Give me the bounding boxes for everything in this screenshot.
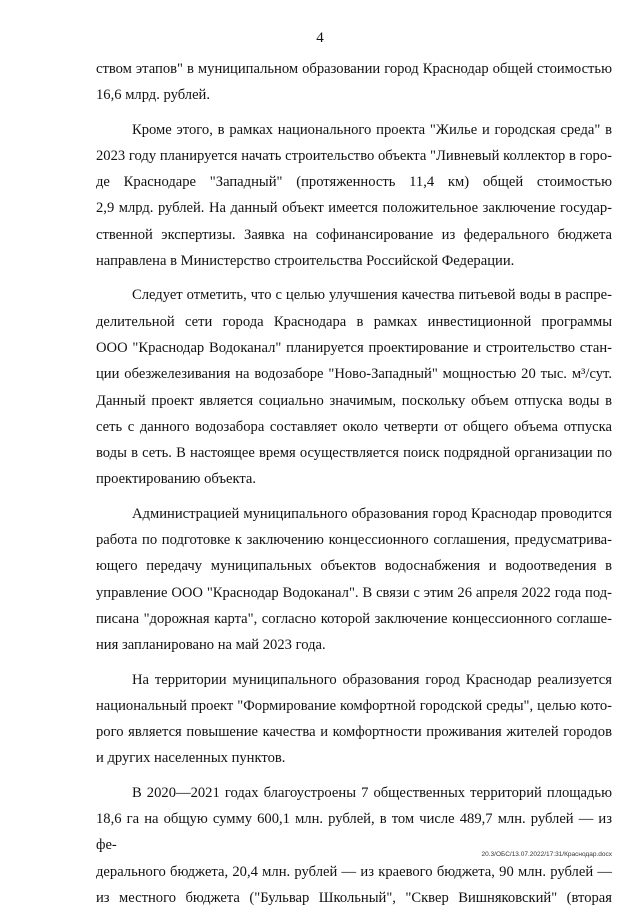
text-line: В 2020—2021 годах благоустроены 7 общественных территорий площадью bbox=[132, 784, 612, 801]
text-line: Данный проект является социально значимым, поскольку объем отпуска воды в bbox=[96, 392, 612, 409]
paragraph-4 bbox=[96, 501, 612, 659]
text-line: Администрацией муниципального образования город Краснодар проводится bbox=[132, 505, 612, 522]
text-line: Кроме этого, в рамках национального проекта "Жилье и городская среда" в bbox=[132, 121, 612, 138]
page-number: 4 bbox=[316, 30, 324, 46]
text-line: ственной экспертизы. Заявка на софинансирование из федерального бюджета bbox=[96, 226, 612, 243]
text-line: сеть с данного водозабора составляет около четверти от общего объема отпуска bbox=[96, 418, 612, 435]
text-line: ющего передачу муниципальных объектов водоснабжения и водоотведения в bbox=[96, 558, 612, 575]
text-line: управление ООО "Краснодар Водоканал". В связи с этим 26 апреля 2022 года под- bbox=[96, 584, 612, 601]
paragraph-1 bbox=[96, 56, 612, 109]
text-line: ния запланировано на май 2023 года. bbox=[96, 637, 326, 654]
text-line: ции обезжелезивания на водозаборе "Ново-Западный" мощностью 20 тыс. м³/сут. bbox=[96, 366, 612, 383]
text-line: ООО "Краснодар Водоканал" планируется проектирование и строительство стан- bbox=[96, 339, 612, 356]
text-line: проектированию объекта. bbox=[96, 471, 257, 488]
paragraph-2 bbox=[96, 117, 612, 275]
text-line: рого является повышение качества и комфортности проживания жителей городов bbox=[96, 724, 612, 741]
text-line: 16,6 млрд. рублей. bbox=[96, 87, 211, 104]
document-body bbox=[96, 56, 612, 911]
text-line: направлена в Министерство строительства Российской Федерации. bbox=[96, 253, 515, 270]
text-line: ством этапов" в муниципальном образовании город Краснодар общей стоимостью bbox=[96, 61, 612, 77]
text-line: дерального бюджета, 20,4 млн. рублей — из краевого бюджета, 90 млн. рублей — bbox=[96, 863, 612, 880]
text-line: 18,6 га на общую сумму 600,1 млн. рублей, в том числе 489,7 млн. рублей — из фе- bbox=[96, 811, 612, 854]
paragraph-6 bbox=[96, 780, 612, 911]
text-line: делительной сети города Краснодара в рамках инвестиционной программы bbox=[96, 313, 612, 330]
text-line: 2023 году планируется начать строительство объекта "Ливневый коллектор в горо- bbox=[96, 147, 612, 164]
text-line: Следует отметить, что с целью улучшения качества питьевой воды в распре- bbox=[132, 287, 612, 304]
text-line: 2,9 млрд. рублей. На данный объект имеется положительное заключение государ- bbox=[96, 200, 612, 217]
text-line: и других населенных пунктов. bbox=[96, 750, 286, 767]
document-file-code: 20.3/ОБС/13.07.2022/17:31/Краснодар.docx bbox=[481, 851, 612, 858]
text-line: воды в сеть. В настоящее время осуществляется поиск подрядной организации по bbox=[96, 445, 612, 462]
text-line: национальный проект "Формирование комфортной городской среды", целью кото- bbox=[96, 697, 612, 714]
text-line: де Краснодаре "Западный" (протяженность 11,4 км) общей стоимостью bbox=[96, 174, 612, 191]
paragraph-5 bbox=[96, 667, 612, 772]
text-line: работа по подготовке к заключению концессионного соглашения, предусматрива- bbox=[96, 532, 612, 549]
text-line: из местного бюджета ("Бульвар Школьный", "Сквер Вишняковский" (вторая bbox=[96, 889, 612, 906]
text-line: писана "дорожная карта", согласно которой заключение концессионного соглаше- bbox=[96, 610, 612, 627]
paragraph-3 bbox=[96, 282, 612, 492]
text-line: На территории муниципального образования город Краснодар реализуется bbox=[132, 671, 612, 688]
